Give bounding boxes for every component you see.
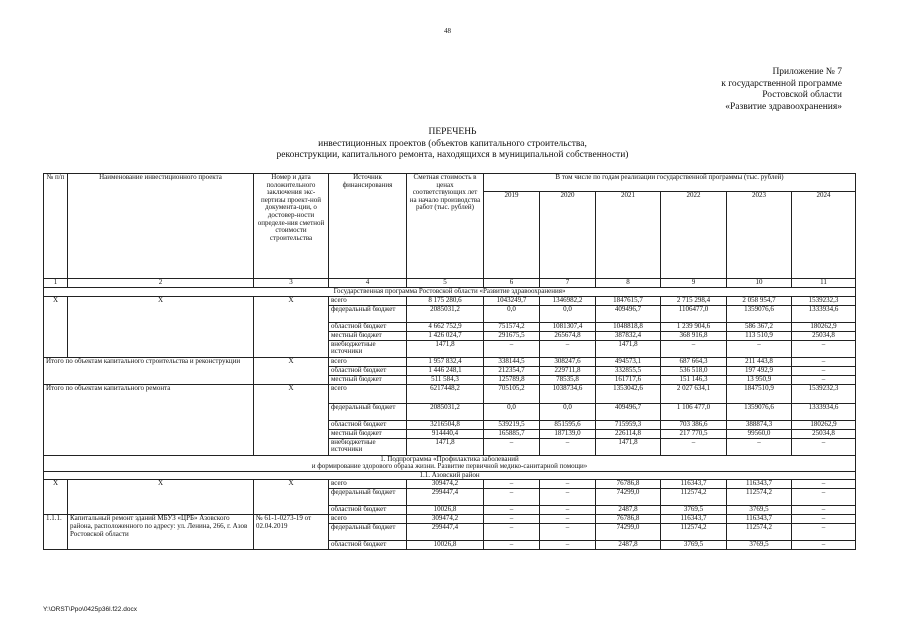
investment-projects-table bbox=[43, 173, 856, 550]
amount-cell: 78535,8 bbox=[540, 375, 596, 384]
amount-cell: 0,0 bbox=[540, 305, 596, 322]
amount-cell: 511 584,3 bbox=[407, 375, 484, 384]
amount-cell: 338144,5 bbox=[484, 357, 540, 366]
amount-cell: 1 957 832,4 bbox=[407, 357, 484, 366]
header-year: 2023 bbox=[727, 192, 792, 279]
funding-source: федеральный бюджет bbox=[329, 524, 407, 541]
amount-cell: – bbox=[540, 515, 596, 524]
program-title: Государственная программа Ростовской области «Развитие здравоохранения» bbox=[44, 288, 856, 297]
title-line: инвестиционных проектов (объектов капитального строительства, bbox=[318, 138, 587, 149]
amount-cell: 187139,0 bbox=[540, 429, 596, 438]
amount-cell: 1847615,7 bbox=[596, 296, 661, 305]
funding-source: внебюджетные источники bbox=[329, 438, 407, 455]
header-years-group: В том числе по годам реализации государственной программы (тыс. рублей) bbox=[484, 174, 856, 192]
amount-cell: – bbox=[484, 506, 540, 515]
funding-source: всего bbox=[329, 296, 407, 305]
amount-cell: 74299,0 bbox=[596, 489, 661, 506]
amount-cell: – bbox=[792, 366, 856, 375]
amount-cell: – bbox=[484, 541, 540, 550]
amount-cell: – bbox=[792, 340, 856, 357]
amount-cell: 10026,8 bbox=[407, 541, 484, 550]
header-num: № п/п bbox=[44, 174, 68, 279]
amount-cell: 112574,2 bbox=[661, 524, 727, 541]
amount-cell: 388874,3 bbox=[727, 420, 792, 429]
column-number: 10 bbox=[727, 279, 792, 288]
funding-source: областной бюджет bbox=[329, 506, 407, 515]
amount-cell: 3216504,8 bbox=[407, 420, 484, 429]
amount-cell: 112574,2 bbox=[727, 489, 792, 506]
amount-cell: 226114,8 bbox=[596, 429, 661, 438]
header-source: Источник финансирования bbox=[329, 174, 407, 279]
column-number: 7 bbox=[540, 279, 596, 288]
amount-cell: 705105,2 bbox=[484, 384, 540, 403]
amount-cell: 1353042,6 bbox=[596, 384, 661, 403]
program-title-row bbox=[44, 288, 856, 297]
header-estimated: Сметная стоимость в ценах соответствующих лет на начало производства работ (тыс. рублей) bbox=[407, 174, 484, 279]
page-number: 48 bbox=[444, 27, 451, 35]
funding-source: областной бюджет bbox=[329, 420, 407, 429]
amount-cell: – bbox=[484, 489, 540, 506]
column-number: 5 bbox=[407, 279, 484, 288]
amount-cell: 113 510,9 bbox=[727, 331, 792, 340]
table-row bbox=[44, 296, 856, 305]
amount-cell: 494573,1 bbox=[596, 357, 661, 366]
amount-cell: 1471,8 bbox=[596, 340, 661, 357]
amount-cell: – bbox=[792, 506, 856, 515]
funding-source: всего bbox=[329, 515, 407, 524]
amount-cell: 25034,8 bbox=[792, 331, 856, 340]
header-row bbox=[44, 174, 856, 192]
total-label: Итого по объектам капитального ремонта bbox=[44, 384, 254, 455]
funding-source: областной бюджет bbox=[329, 322, 407, 331]
amount-cell: 851595,6 bbox=[540, 420, 596, 429]
amount-cell: 368 916,8 bbox=[661, 331, 727, 340]
amount-cell: 4 662 752,9 bbox=[407, 322, 484, 331]
amount-cell: 74299,0 bbox=[596, 524, 661, 541]
amount-cell: 308247,6 bbox=[540, 357, 596, 366]
amount-cell: 0,0 bbox=[540, 403, 596, 420]
cross-cell: Х bbox=[44, 480, 68, 515]
amount-cell: 1106477,0 bbox=[661, 305, 727, 322]
table-row bbox=[44, 384, 856, 403]
amount-cell: 2 715 298,4 bbox=[661, 296, 727, 305]
amount-cell: 536 518,0 bbox=[661, 366, 727, 375]
funding-source: местный бюджет bbox=[329, 331, 407, 340]
amount-cell: 180262,9 bbox=[792, 420, 856, 429]
column-number: 1 bbox=[44, 279, 68, 288]
amount-cell: – bbox=[540, 438, 596, 455]
amount-cell: 265674,8 bbox=[540, 331, 596, 340]
amount-cell: 2085031,2 bbox=[407, 403, 484, 420]
amount-cell: 2 027 634,1 bbox=[661, 384, 727, 403]
amount-cell: – bbox=[484, 340, 540, 357]
funding-source: всего bbox=[329, 384, 407, 403]
appendix-line: «Развитие здравоохранения» bbox=[725, 101, 842, 112]
amount-cell: 1333934,6 bbox=[792, 305, 856, 322]
amount-cell: 586 367,2 bbox=[727, 322, 792, 331]
amount-cell: 161717,6 bbox=[596, 375, 661, 384]
cross-cell: Х bbox=[254, 480, 329, 515]
amount-cell: 197 492,9 bbox=[727, 366, 792, 375]
funding-source: местный бюджет bbox=[329, 375, 407, 384]
amount-cell: 212354,7 bbox=[484, 366, 540, 375]
appendix-line: к государственной программе bbox=[721, 78, 842, 89]
amount-cell: 211 443,8 bbox=[727, 357, 792, 366]
amount-cell: 25034,8 bbox=[792, 429, 856, 438]
amount-cell: 1 426 024,7 bbox=[407, 331, 484, 340]
amount-cell: 3769,5 bbox=[727, 541, 792, 550]
amount-cell: 1 106 477,0 bbox=[661, 403, 727, 420]
amount-cell: 10026,8 bbox=[407, 506, 484, 515]
amount-cell: 116343,7 bbox=[661, 480, 727, 489]
amount-cell: 180262,9 bbox=[792, 322, 856, 331]
amount-cell: 1471,8 bbox=[596, 438, 661, 455]
amount-cell: 151 146,3 bbox=[661, 375, 727, 384]
funding-source: местный бюджет bbox=[329, 429, 407, 438]
title-line: реконструкции, капитального ремонта, находящихся в муниципальной собственности) bbox=[276, 150, 629, 160]
amount-cell: – bbox=[540, 524, 596, 541]
amount-cell: 1359076,6 bbox=[727, 403, 792, 420]
funding-source: всего bbox=[329, 357, 407, 366]
amount-cell: – bbox=[792, 438, 856, 455]
amount-cell: 409496,7 bbox=[596, 403, 661, 420]
amount-cell: – bbox=[661, 340, 727, 357]
appendix-line: Ростовской области bbox=[762, 90, 842, 100]
amount-cell: 1359076,6 bbox=[727, 305, 792, 322]
subprogram-title-line: 1. Подпрограмма «Профилактика заболеваний bbox=[380, 455, 519, 463]
amount-cell: – bbox=[792, 489, 856, 506]
amount-cell: – bbox=[727, 340, 792, 357]
header-year: 2022 bbox=[661, 192, 727, 279]
amount-cell: – bbox=[540, 480, 596, 489]
amount-cell: 409496,7 bbox=[596, 305, 661, 322]
amount-cell: 8 175 280,6 bbox=[407, 296, 484, 305]
amount-cell: 3769,5 bbox=[661, 506, 727, 515]
column-number: 4 bbox=[329, 279, 407, 288]
amount-cell: – bbox=[484, 438, 540, 455]
amount-cell: 1038734,6 bbox=[540, 384, 596, 403]
amount-cell: 116343,7 bbox=[661, 515, 727, 524]
column-number: 8 bbox=[596, 279, 661, 288]
district-title: 1.1. Азовский район bbox=[44, 471, 856, 480]
header-year: 2021 bbox=[596, 192, 661, 279]
amount-cell: 387832,4 bbox=[596, 331, 661, 340]
project-number: 1.1.1. bbox=[44, 515, 68, 550]
amount-cell: 116343,7 bbox=[727, 480, 792, 489]
amount-cell: 1 446 248,1 bbox=[407, 366, 484, 375]
appendix-header bbox=[721, 67, 842, 113]
funding-source: областной бюджет bbox=[329, 366, 407, 375]
column-numbers-row bbox=[44, 279, 856, 288]
amount-cell: 1847510,9 bbox=[727, 384, 792, 403]
cross-cell: Х bbox=[44, 296, 68, 357]
project-name: Капитальный ремонт зданий МБУЗ «ЦРБ» Азовского района, расположенного по адресу: ул. Ленина, 266, г. Азов Ростовской области bbox=[68, 515, 254, 550]
amount-cell: 291675,5 bbox=[484, 331, 540, 340]
column-number: 6 bbox=[484, 279, 540, 288]
amount-cell: – bbox=[484, 524, 540, 541]
cross-cell: Х bbox=[254, 384, 329, 455]
amount-cell: 299447,4 bbox=[407, 489, 484, 506]
subprogram-title-row bbox=[44, 455, 856, 471]
funding-source: федеральный бюджет bbox=[329, 305, 407, 322]
funding-source: федеральный бюджет bbox=[329, 489, 407, 506]
amount-cell: 299447,4 bbox=[407, 524, 484, 541]
cross-cell: Х bbox=[68, 480, 254, 515]
table-row bbox=[44, 357, 856, 366]
amount-cell: 1346982,2 bbox=[540, 296, 596, 305]
title-line: ПЕРЕЧЕНЬ bbox=[428, 127, 477, 137]
amount-cell: 1471,8 bbox=[407, 340, 484, 357]
amount-cell: 76786,8 bbox=[596, 515, 661, 524]
funding-source: федеральный бюджет bbox=[329, 403, 407, 420]
amount-cell: – bbox=[792, 480, 856, 489]
amount-cell: 229711,8 bbox=[540, 366, 596, 375]
amount-cell: – bbox=[540, 489, 596, 506]
amount-cell: 751574,2 bbox=[484, 322, 540, 331]
subprogram-title bbox=[44, 455, 856, 471]
amount-cell: 1333934,6 bbox=[792, 403, 856, 420]
file-path: Y:\ORST\Ppo\0425p36l.f22.docx bbox=[43, 606, 137, 613]
document-title bbox=[0, 127, 905, 162]
amount-cell: – bbox=[792, 375, 856, 384]
cross-cell: Х bbox=[254, 357, 329, 384]
amount-cell: 1043249,7 bbox=[484, 296, 540, 305]
amount-cell: 112574,2 bbox=[727, 524, 792, 541]
amount-cell: 332855,5 bbox=[596, 366, 661, 375]
table-row bbox=[44, 480, 856, 489]
amount-cell: 76786,8 bbox=[596, 480, 661, 489]
amount-cell: 703 386,6 bbox=[661, 420, 727, 429]
amount-cell: – bbox=[792, 515, 856, 524]
amount-cell: – bbox=[727, 438, 792, 455]
amount-cell: 2487,8 bbox=[596, 541, 661, 550]
funding-source: всего bbox=[329, 480, 407, 489]
column-number: 2 bbox=[68, 279, 254, 288]
amount-cell: 13 950,9 bbox=[727, 375, 792, 384]
subprogram-title-line: и формирование здорового образа жизни. Развитие первичной медико-санитарной помощи» bbox=[311, 462, 588, 471]
amount-cell: 1539232,3 bbox=[792, 296, 856, 305]
amount-cell: 1471,8 bbox=[407, 438, 484, 455]
header-doc: Номер и дата положительного заключения экс-пертизы проект-ной документа-ции, о достовер-ности определе-ния сметной стоимости строительства bbox=[254, 174, 329, 279]
total-label: Итого по объектам капитального строительства и реконструкции bbox=[44, 357, 254, 384]
amount-cell: – bbox=[540, 506, 596, 515]
amount-cell: – bbox=[792, 541, 856, 550]
funding-source: внебюджетные источники bbox=[329, 340, 407, 357]
amount-cell: 3769,5 bbox=[727, 506, 792, 515]
amount-cell: 165885,7 bbox=[484, 429, 540, 438]
header-name: Наименование инвестиционного проекта bbox=[68, 174, 254, 279]
amount-cell: – bbox=[792, 357, 856, 366]
amount-cell: 1 239 904,6 bbox=[661, 322, 727, 331]
funding-source: областной бюджет bbox=[329, 541, 407, 550]
amount-cell: 1081307,4 bbox=[540, 322, 596, 331]
amount-cell: – bbox=[484, 480, 540, 489]
header-year: 2020 bbox=[540, 192, 596, 279]
amount-cell: 2085031,2 bbox=[407, 305, 484, 322]
amount-cell: 0,0 bbox=[484, 403, 540, 420]
amount-cell: 99560,0 bbox=[727, 429, 792, 438]
table-row bbox=[44, 515, 856, 524]
amount-cell: 6217448,2 bbox=[407, 384, 484, 403]
header-year: 2019 bbox=[484, 192, 540, 279]
amount-cell: 309474,2 bbox=[407, 515, 484, 524]
appendix-line: Приложение № 7 bbox=[772, 67, 842, 77]
header-year: 2024 bbox=[792, 192, 856, 279]
cross-cell: Х bbox=[68, 296, 254, 357]
amount-cell: 217 770,5 bbox=[661, 429, 727, 438]
cross-cell: Х bbox=[254, 296, 329, 357]
amount-cell: – bbox=[540, 340, 596, 357]
column-number: 9 bbox=[661, 279, 727, 288]
amount-cell: 2487,8 bbox=[596, 506, 661, 515]
amount-cell: – bbox=[540, 541, 596, 550]
column-number: 11 bbox=[792, 279, 856, 288]
amount-cell: 914440,4 bbox=[407, 429, 484, 438]
amount-cell: 309474,2 bbox=[407, 480, 484, 489]
amount-cell: – bbox=[792, 524, 856, 541]
amount-cell: 539219,5 bbox=[484, 420, 540, 429]
amount-cell: 0,0 bbox=[484, 305, 540, 322]
amount-cell: 112574,2 bbox=[661, 489, 727, 506]
amount-cell: 1048818,8 bbox=[596, 322, 661, 331]
amount-cell: – bbox=[484, 515, 540, 524]
column-number: 3 bbox=[254, 279, 329, 288]
amount-cell: 3769,5 bbox=[661, 541, 727, 550]
amount-cell: – bbox=[661, 438, 727, 455]
amount-cell: 125789,8 bbox=[484, 375, 540, 384]
amount-cell: 116343,7 bbox=[727, 515, 792, 524]
amount-cell: 715959,3 bbox=[596, 420, 661, 429]
amount-cell: 687 664,3 bbox=[661, 357, 727, 366]
amount-cell: 2 058 954,7 bbox=[727, 296, 792, 305]
expertise-conclusion: № 61-1-0273-19 от 02.04.2019 bbox=[254, 515, 329, 550]
district-title-row bbox=[44, 471, 856, 480]
amount-cell: 1539232,3 bbox=[792, 384, 856, 403]
